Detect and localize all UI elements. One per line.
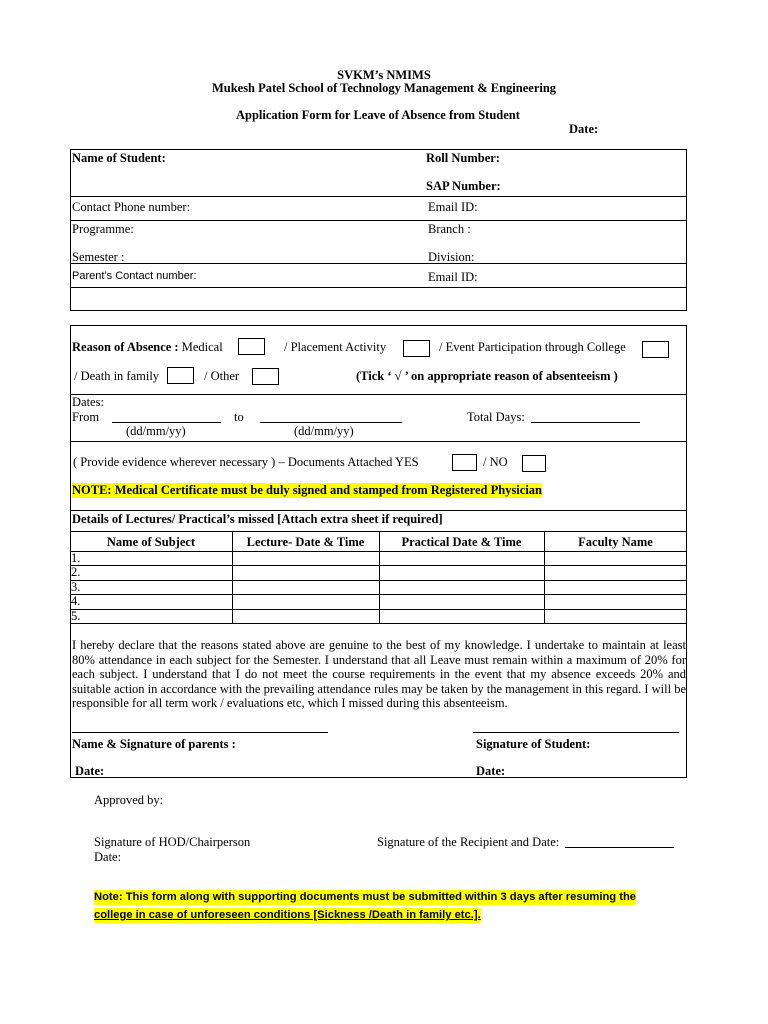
programme-label[interactable]: Programme: <box>72 222 134 236</box>
sap-number-label[interactable]: SAP Number: <box>426 179 501 193</box>
table-row[interactable]: 2. <box>71 565 81 579</box>
from-date-format: (dd/mm/yy) <box>126 424 186 438</box>
from-date-input[interactable] <box>112 410 221 423</box>
placement-checkbox[interactable] <box>403 340 430 357</box>
hod-signature-label[interactable]: Signature of HOD/Chairperson <box>94 835 251 849</box>
school-name: Mukesh Patel School of Technology Management & Engineering <box>211 81 557 95</box>
medical-checkbox[interactable] <box>238 338 265 355</box>
form-title: Application Form for Leave of Absence from Student <box>236 108 520 122</box>
declaration-text: I hereby declare that the reasons stated above are genuine to the best of my knowledge. I undertake to maintain at least 80% attendance in each subject for the Semester. I understand that all Leave must remain within a maximum of 20% for each subject. I understand that I do not meet the course requirements in the event that my absence exceeds 20% and suitable action in accordance with the prevailing attendance rules may be taken by the management in this regard. I will be responsible for all term work / evaluations etc, which I missed during this absenteeism. <box>72 638 687 711</box>
no-label: / NO <box>483 455 508 469</box>
roll-number-label[interactable]: Roll Number: <box>426 151 500 165</box>
from-label: From <box>72 410 100 424</box>
col-subject-header: Name of Subject <box>106 535 196 549</box>
other-checkbox[interactable] <box>252 368 279 385</box>
reason-label: Reason of Absence : <box>72 340 179 354</box>
yes-checkbox[interactable] <box>452 454 477 471</box>
semester-label[interactable]: Semester : <box>72 250 125 264</box>
footer-note-line1: Note: This form along with supporting documents must be submitted within 3 days after resuming the <box>94 891 637 903</box>
total-days-input[interactable] <box>531 410 640 423</box>
hod-date-label[interactable]: Date: <box>94 850 122 864</box>
table-row[interactable]: 4. <box>71 594 81 608</box>
student-signature-label[interactable]: Signature of Student: <box>476 737 591 751</box>
student-date-label[interactable]: Date: <box>476 764 506 778</box>
placement-option-label: / Placement Activity <box>284 340 387 354</box>
medical-option-label: Medical <box>181 340 223 354</box>
branch-label[interactable]: Branch : <box>428 222 471 236</box>
medical-note: NOTE: Medical Certificate must be duly signed and stamped from Registered Physician <box>72 483 543 497</box>
to-label: to <box>234 410 244 424</box>
col-practical-header: Practical Date & Time <box>401 535 522 549</box>
col-lecture-header: Lecture- Date & Time <box>246 535 365 549</box>
table-row[interactable]: 5. <box>71 609 81 623</box>
parents-date-label[interactable]: Date: <box>75 764 105 778</box>
lectures-heading: Details of Lectures/ Practical’s missed [Attach extra sheet if required] <box>72 512 443 526</box>
approved-by-label: Approved by: <box>94 793 164 807</box>
event-checkbox[interactable] <box>642 341 669 358</box>
death-option-label: / Death in family <box>74 369 160 383</box>
death-checkbox[interactable] <box>167 367 194 384</box>
student-name-label[interactable]: Name of Student: <box>72 151 166 165</box>
parent-email-label[interactable]: Email ID: <box>428 270 478 284</box>
org-name: SVKM’s NMIMS <box>337 68 431 82</box>
footer-note-line2: college in case of unforeseen conditions [Sickness /Death in family etc.]. <box>94 909 481 921</box>
email-label[interactable]: Email ID: <box>428 200 478 214</box>
parents-signature-label[interactable]: Name & Signature of parents : <box>72 737 236 751</box>
recipient-signature-label[interactable]: Signature of the Recipient and Date: <box>377 835 560 849</box>
tick-instruction: (Tick ‘ √ ’ on appropriate reason of absenteeism ) <box>356 369 618 383</box>
division-label[interactable]: Division: <box>428 250 475 264</box>
col-faculty-header: Faculty Name <box>578 535 653 549</box>
dates-label: Dates: <box>72 395 104 409</box>
total-days-label: Total Days: <box>467 410 525 424</box>
recipient-signature-input[interactable] <box>565 835 674 848</box>
parent-contact-label[interactable]: Parent’s Contact number: <box>72 270 197 282</box>
event-option-label: / Event Participation through College <box>439 340 626 354</box>
no-checkbox[interactable] <box>522 455 546 472</box>
date-label: Date: <box>569 122 599 136</box>
to-date-format: (dd/mm/yy) <box>294 424 354 438</box>
phone-label[interactable]: Contact Phone number: <box>72 200 191 214</box>
evidence-text: ( Provide evidence wherever necessary ) – Documents Attached YES <box>73 455 419 469</box>
to-date-input[interactable] <box>260 410 402 423</box>
other-option-label: / Other <box>204 369 240 383</box>
table-row[interactable]: 1. <box>71 551 81 565</box>
table-row[interactable]: 3. <box>71 580 81 594</box>
reason-row <box>72 340 223 355</box>
